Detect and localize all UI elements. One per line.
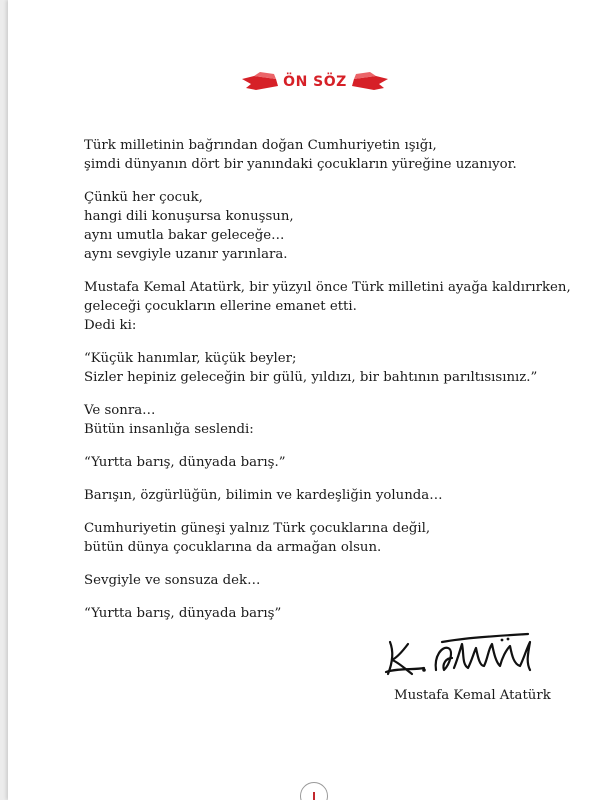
page-marker xyxy=(300,782,328,800)
document-page xyxy=(8,0,600,800)
paragraph-6 xyxy=(84,453,584,472)
text-line: aynı umutla bakar geleceğe… xyxy=(84,228,285,243)
preface-body xyxy=(84,136,584,637)
text-line: “Yurtta barış, dünyada barış.” xyxy=(84,455,286,470)
paragraph-1 xyxy=(84,136,584,174)
text-line: aynı sevgiyle uzanır yarınlara. xyxy=(84,247,288,262)
page-marker-tick xyxy=(313,792,315,800)
text-line: Sevgiyle ve sonsuza dek… xyxy=(84,573,261,588)
text-line: geleceği çocukların ellerine emanet etti. xyxy=(84,299,357,314)
text-line: Mustafa Kemal Atatürk, bir yüzyıl önce Türk milletini ayağa kaldırırken, xyxy=(84,280,571,295)
text-line: Çünkü her çocuk, xyxy=(84,190,203,205)
paragraph-3 xyxy=(84,278,584,335)
text-line: “Yurtta barış, dünyada barış” xyxy=(84,606,282,621)
text-line: Ve sonra… xyxy=(84,403,156,418)
signature-name: Mustafa Kemal Atatürk xyxy=(394,688,551,703)
text-line: “Küçük hanımlar, küçük beyler; xyxy=(84,351,297,366)
text-line: Cumhuriyetin güneşi yalnız Türk çocuklarına değil, xyxy=(84,521,431,536)
signature-icon xyxy=(384,630,534,682)
title-banner xyxy=(240,70,390,96)
paragraph-8 xyxy=(84,519,584,557)
text-line: Türk milletinin bağrından doğan Cumhuriyetin ışığı, xyxy=(84,138,437,153)
paragraph-10 xyxy=(84,604,584,623)
paragraph-5 xyxy=(84,401,584,439)
page-title: ÖN SÖZ xyxy=(283,74,347,90)
paragraph-9 xyxy=(84,571,584,590)
text-line: hangi dili konuşursa konuşsun, xyxy=(84,209,294,224)
text-line: Barışın, özgürlüğün, bilimin ve kardeşliğin yolunda… xyxy=(84,488,443,503)
paragraph-4 xyxy=(84,349,584,387)
text-line: bütün dünya çocuklarına da armağan olsun. xyxy=(84,540,382,555)
paragraph-2 xyxy=(84,188,584,264)
text-line: Dedi ki: xyxy=(84,318,137,333)
text-line: şimdi dünyanın dört bir yanındaki çocukların yüreğine uzanıyor. xyxy=(84,157,517,172)
text-line: Sizler hepiniz geleceğin bir gülü, yıldızı, bir bahtının parıltısısınız.” xyxy=(84,370,538,385)
text-line: Bütün insanlığa seslendi: xyxy=(84,422,254,437)
handwritten-signature xyxy=(384,630,534,682)
paragraph-7 xyxy=(84,486,584,505)
